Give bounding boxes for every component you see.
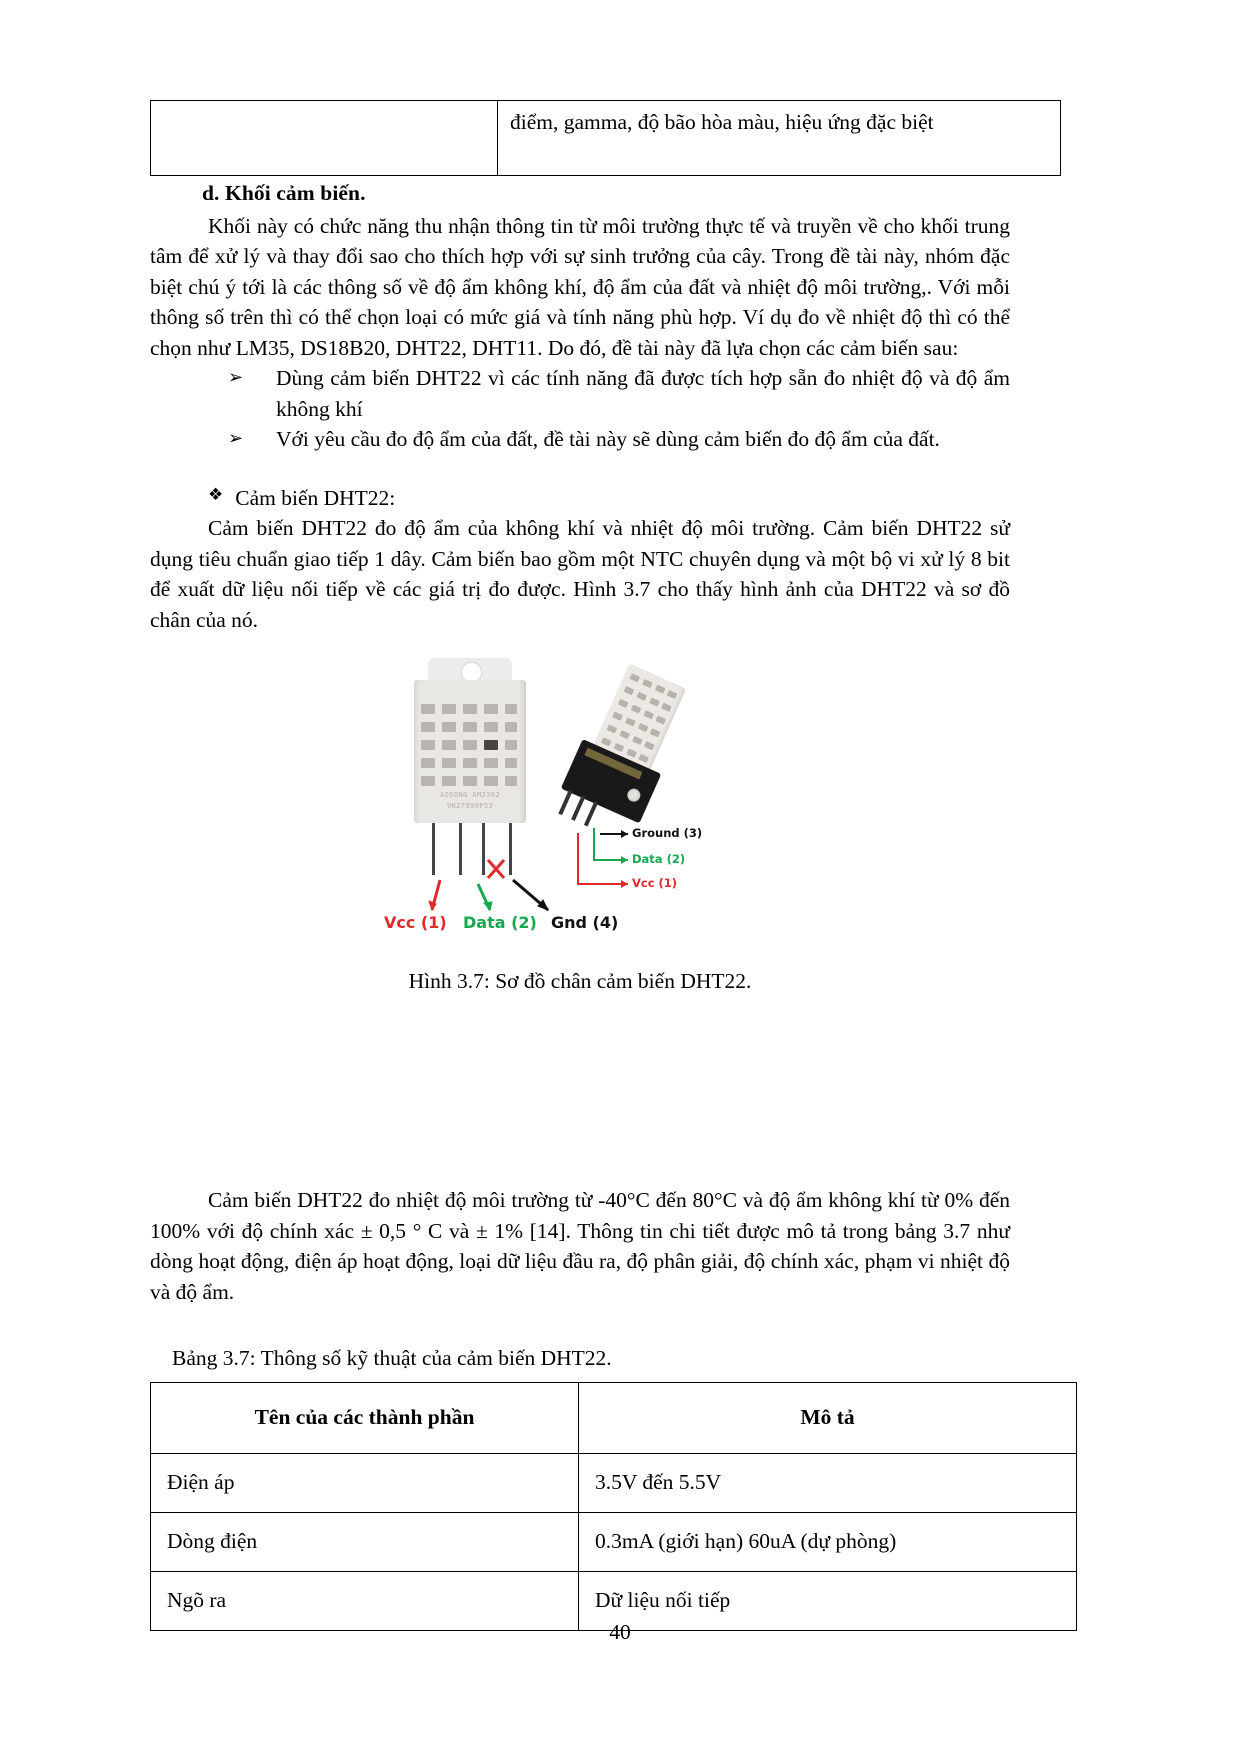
spacer bbox=[150, 1307, 1010, 1343]
table-row bbox=[151, 1512, 1077, 1571]
table-caption: Bảng 3.7: Thông số kỹ thuật của cảm biến DHT22. bbox=[172, 1346, 612, 1371]
sensor-part-number-line2: 9N27999P53 bbox=[446, 801, 494, 810]
bottom-section bbox=[150, 1185, 1010, 1631]
table-cell-value: 3.5V đến 5.5V bbox=[579, 1453, 1077, 1512]
sensor-grille bbox=[421, 704, 519, 786]
continued-table bbox=[150, 100, 1061, 176]
list-item-text: Dùng cảm biến DHT22 vì các tính năng đã được tích hợp sẵn đo nhiệt độ và độ ẩm không khí bbox=[276, 366, 1010, 421]
table-cell-name: Ngõ ra bbox=[151, 1571, 579, 1630]
diamond-list-item-text: Cảm biến DHT22: bbox=[235, 485, 396, 510]
figure-dht22-pinout bbox=[150, 648, 1010, 997]
sensor-pins bbox=[414, 823, 526, 875]
pin-label-ground-right: Ground (3) bbox=[632, 826, 703, 840]
page-number: 40 bbox=[609, 1620, 631, 1644]
continued-table-cell-right: điểm, gamma, độ bão hòa màu, hiệu ứng đặc biệt bbox=[498, 101, 1061, 176]
list-item bbox=[150, 363, 1010, 424]
diamond-list-item bbox=[150, 483, 1010, 514]
table-row bbox=[151, 1453, 1077, 1512]
list-item-text: Với yêu cầu đo độ ẩm của đất, đề tài này sẽ dùng cảm biến đo độ ẩm của đất. bbox=[276, 427, 940, 452]
sensor-part-number-line1: AOSONG AM2302 bbox=[440, 791, 500, 799]
table-header-name: Tên của các thành phần bbox=[151, 1382, 579, 1453]
pin-label-vcc-right: Vcc (1) bbox=[632, 876, 678, 890]
pin-label-gnd-bottom: Gnd (4) bbox=[551, 913, 619, 932]
section-heading: d. Khối cảm biến. bbox=[202, 181, 366, 205]
paragraph-dht22-description: Cảm biến DHT22 đo độ ẩm của không khí và nhiệt độ môi trường. Cảm biến DHT22 sử dụng tiêu chuẩn giao tiếp 1 dây. Cảm biến bao gồm một NTC chuyên dụng và một bộ vi xử lý 8 bit để xuất dữ liệu nối tiếp về các giá trị đo được. Hình 3.7 cho thấy hình ảnh của DHT22 và sơ đồ chân của nó. bbox=[150, 516, 1010, 632]
paragraph-intro: Khối này có chức năng thu nhận thông tin từ môi trường thực tế và truyền về cho khối trung tâm để xử lý và thay đổi sao cho thích hợp với sự sinh trưởng của cây. Trong đề tài này, nhóm đặc biệt chú ý tới là các thông số về độ ẩm không khí, độ ẩm của đất và nhiệt độ môi trường,. Với mỗi thông số trên thì có thể chọn loại có mức giá và tính năng phù hợp. Ví dụ đo về nhiệt độ thì có thể chọn như LM35, DS18B20, DHT22, DHT11. Do đó, đề tài này đã lựa chọn các cảm biến sau: bbox=[150, 213, 1010, 360]
table-row bbox=[151, 101, 1061, 176]
dht22-sensor-body bbox=[414, 658, 526, 823]
table-header-row bbox=[151, 1382, 1077, 1453]
table-cell-name: Dòng điện bbox=[151, 1512, 579, 1571]
module-mounting-hole-icon bbox=[625, 787, 642, 804]
table-header-description: Mô tả bbox=[579, 1382, 1077, 1453]
body-content bbox=[150, 178, 1010, 635]
arrow-bullet-icon: ➢ bbox=[228, 367, 244, 389]
diamond-bullet-icon: ❖ bbox=[208, 484, 224, 505]
figure-image bbox=[370, 648, 790, 948]
pin-label-data-bottom: Data (2) bbox=[463, 913, 537, 932]
sensor-part-number bbox=[424, 790, 516, 812]
paragraph-specs: Cảm biến DHT22 đo nhiệt độ môi trường từ -40°C đến 80°C và độ ẩm không khí từ 0% đến 100% với độ chính xác ± 0,5 ° C và ± 1% [14]. Thông tin chi tiết được mô tả trong bảng 3.7 như dòng hoạt động, điện áp hoạt động, loại dữ liệu đầu ra, độ phân giải, độ chính xác, phạm vi nhiệt độ và độ ẩm. bbox=[150, 1188, 1010, 1304]
table-cell-value: Dữ liệu nối tiếp bbox=[579, 1571, 1077, 1630]
pin-label-data-right: Data (2) bbox=[632, 852, 686, 866]
list-item bbox=[150, 424, 1010, 455]
bullet-list bbox=[150, 363, 1010, 455]
spacer bbox=[150, 455, 1010, 483]
spec-table bbox=[150, 1382, 1077, 1631]
continued-table-cell-left bbox=[151, 101, 498, 176]
table-cell-value: 0.3mA (giới hạn) 60uA (dự phòng) bbox=[579, 1512, 1077, 1571]
arrow-bullet-icon: ➢ bbox=[228, 428, 244, 450]
table-cell-name: Điện áp bbox=[151, 1453, 579, 1512]
pin-label-vcc-bottom: Vcc (1) bbox=[384, 913, 447, 932]
figure-caption: Hình 3.7: Sơ đồ chân cảm biến DHT22. bbox=[408, 969, 752, 993]
